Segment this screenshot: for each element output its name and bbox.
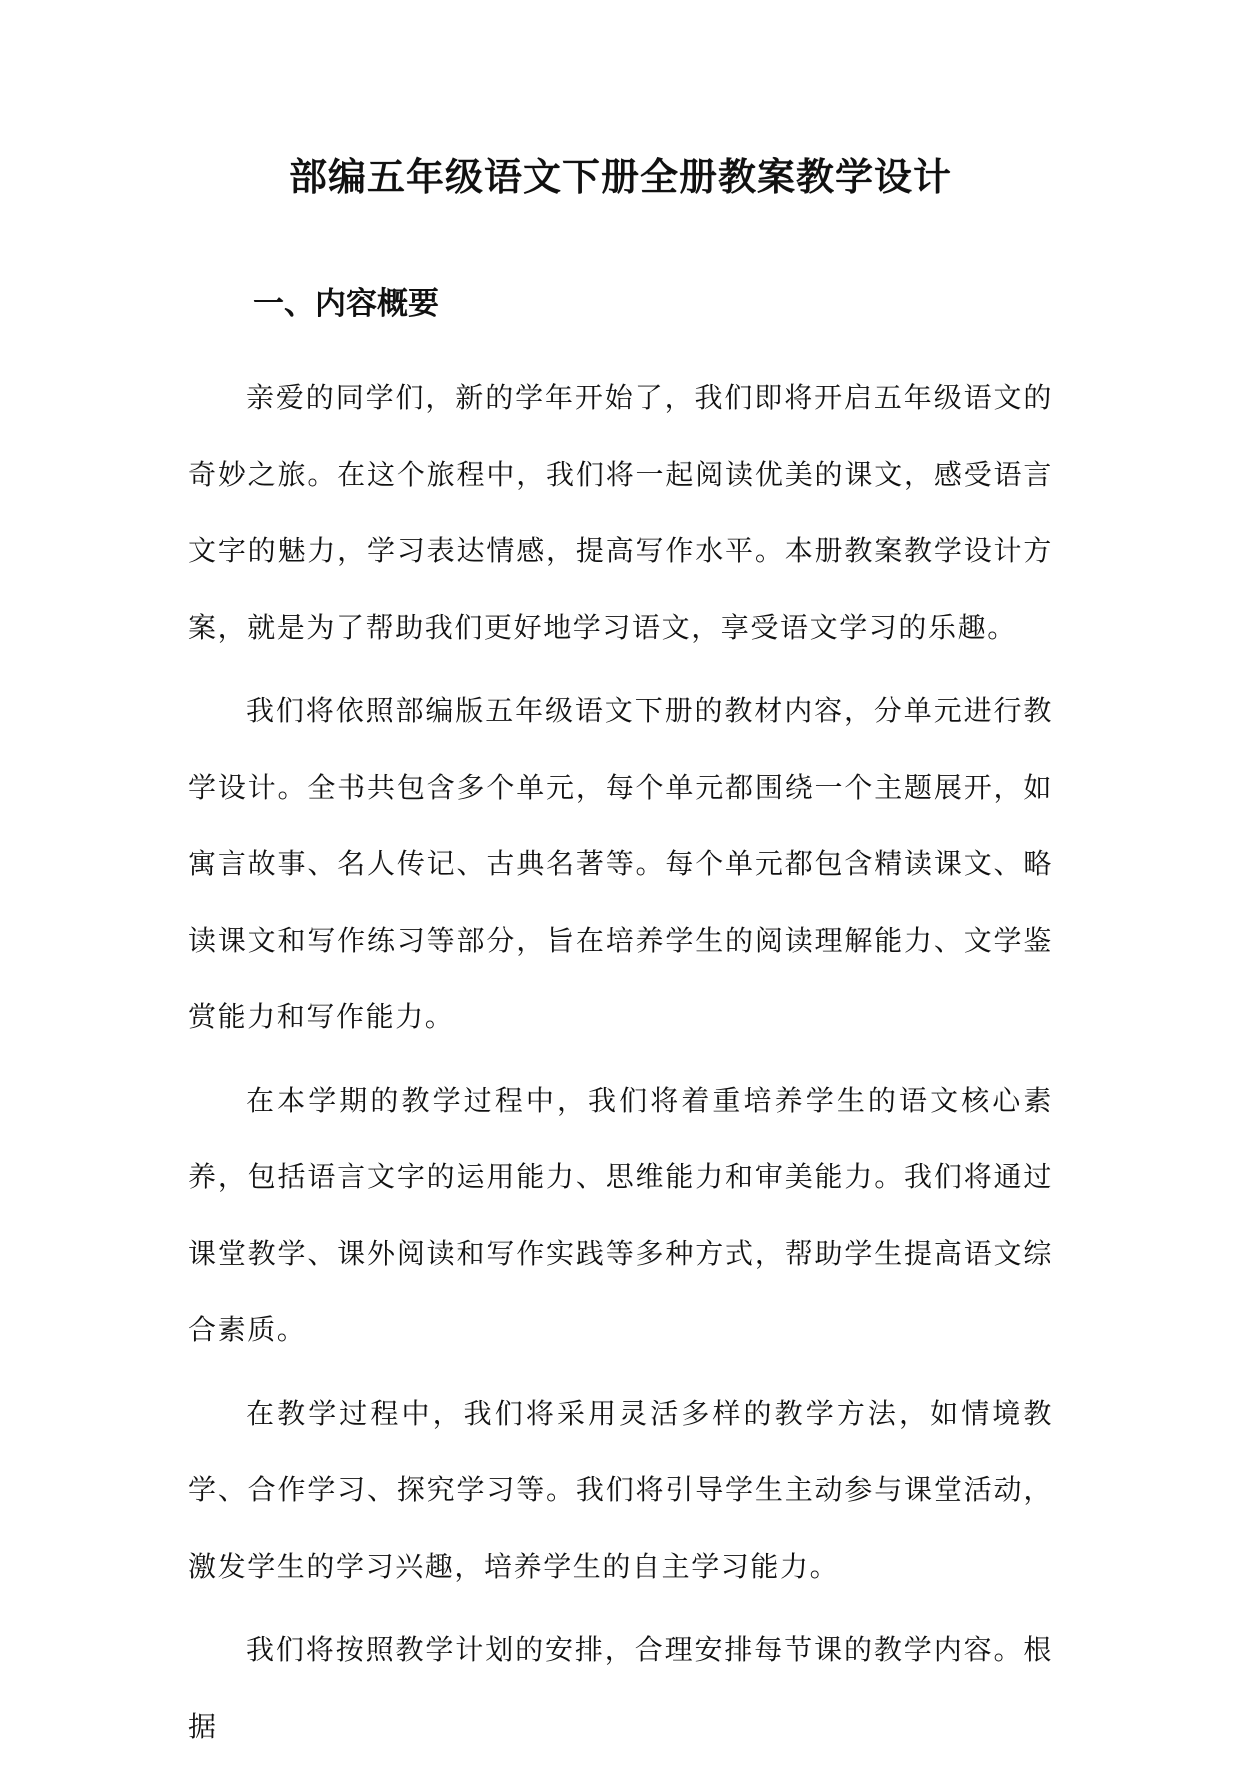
body-text	[188, 360, 1053, 1772]
section-heading: 一、内容概要	[253, 286, 439, 322]
paragraph-3: 在本学期的教学过程中，我们将着重培养学生的语文核心素养，包括语言文字的运用能力、思维能力和审美能力。我们将通过课堂教学、课外阅读和写作实践等多种方式，帮助学生提高语文综合素质。	[188, 1083, 1053, 1346]
paragraph-2: 我们将依照部编版五年级语文下册的教材内容，分单元进行教学设计。全书共包含多个单元，每个单元都围绕一个主题展开，如寓言故事、名人传记、古典名著等。每个单元都包含精读课文、略读课文和写作练习等部分，旨在培养学生的阅读理解能力、文学鉴赏能力和写作能力。	[188, 694, 1053, 1033]
document-title: 部编五年级语文下册全册教案教学设计	[288, 154, 952, 199]
paragraph-5: 我们将按照教学计划的安排，合理安排每节课的教学内容。根据	[188, 1633, 1053, 1743]
paragraph-4: 在教学过程中，我们将采用灵活多样的教学方法，如情境教学、合作学习、探究学习等。我们将引导学生主动参与课堂活动，激发学生的学习兴趣，培养学生的自主学习能力。	[188, 1396, 1053, 1583]
paragraph-1: 亲爱的同学们，新的学年开始了，我们即将开启五年级语文的奇妙之旅。在这个旅程中，我们将一起阅读优美的课文，感受语言文字的魅力，学习表达情感，提高写作水平。本册教案教学设计方案，就是为了帮助我们更好地学习语文，享受语文学习的乐趣。	[188, 381, 1053, 644]
